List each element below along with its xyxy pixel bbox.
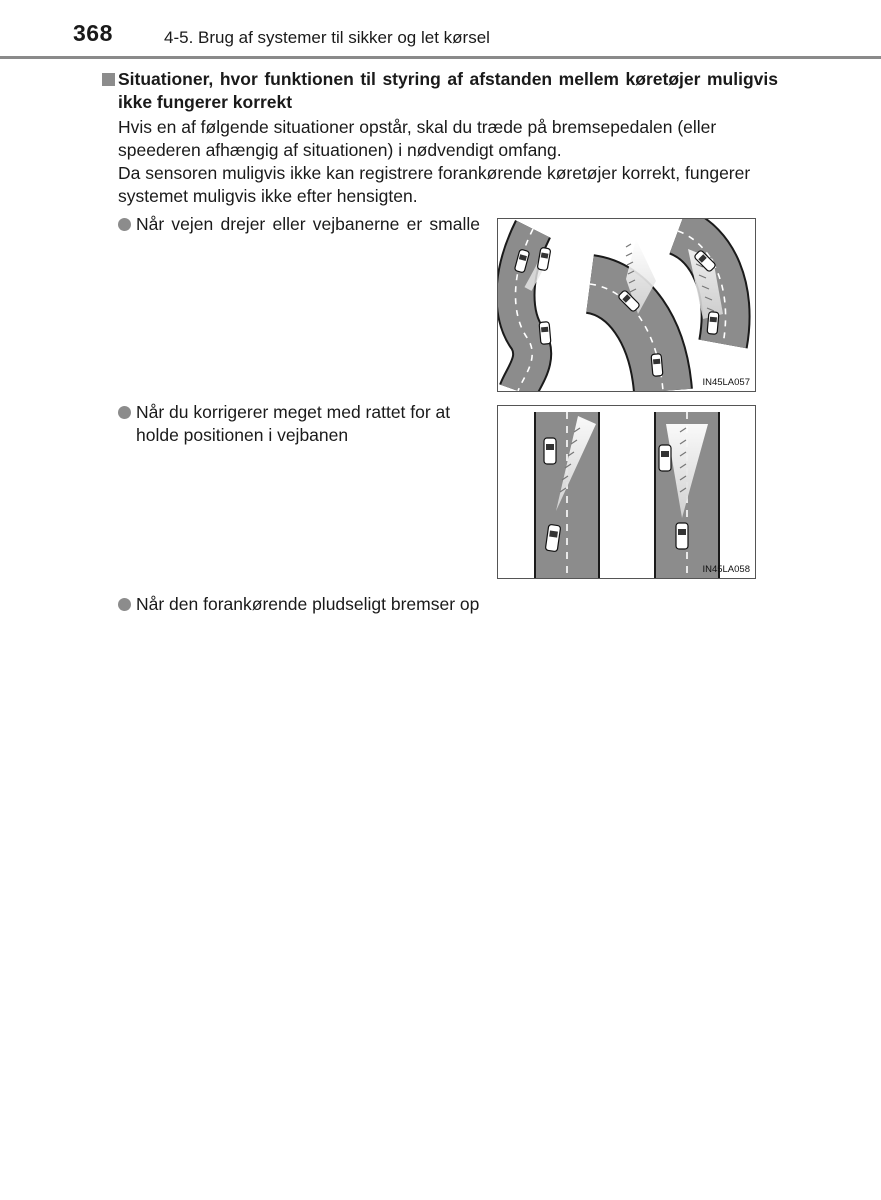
curved-roads-illustration [498,219,755,391]
intro-paragraph-1: Hvis en af følgende situationer opstår, skal du træde på bremsepedalen (eller speederen afhængig af situationen) i nødvendigt omfang. [118,117,717,160]
bullet-dot-icon [118,218,131,231]
bullet-item-2 [118,401,488,447]
car-icon [544,438,556,464]
page-number: 368 [73,20,113,46]
bullet-text-2: Når du korrigerer meget med rattet for at holde positionen i vejbanen [136,402,451,445]
bullet-item-1 [118,213,480,236]
chapter-title: 4-5. Brug af systemer til sikker og let kørsel [164,28,490,47]
car-icon [707,312,719,335]
car-icon [676,523,688,549]
figure-code: IN45LA058 [702,564,750,575]
bullet-dot-icon [118,598,131,611]
section-heading [102,68,778,114]
section-heading-text: Situationer, hvor funktionen til styring af afstanden mellem køretøjer muligvis ikke fungerer korrekt [118,69,778,112]
bullet-text-3: Når den forankørende pludseligt bremser op [136,594,480,614]
bullet-dot-icon [118,406,131,419]
bullet-item-3 [118,593,618,616]
bullet-text-1: Når vejen drejer eller vejbanerne er smalle [136,214,480,234]
car-icon [651,354,663,377]
figure-curved-roads [497,218,756,392]
lane-correction-illustration [498,406,755,578]
header-rule [0,56,881,59]
square-bullet-icon [102,73,115,86]
car-icon [539,322,551,345]
intro-paragraph-2: Da sensoren muligvis ikke kan registrere forankørende køretøjer korrekt, fungerer systemet muligvis ikke efter hensigten. [118,163,751,206]
car-icon [659,445,671,471]
figure-code: IN45LA057 [702,377,750,388]
figure-lane-correction [497,405,756,579]
